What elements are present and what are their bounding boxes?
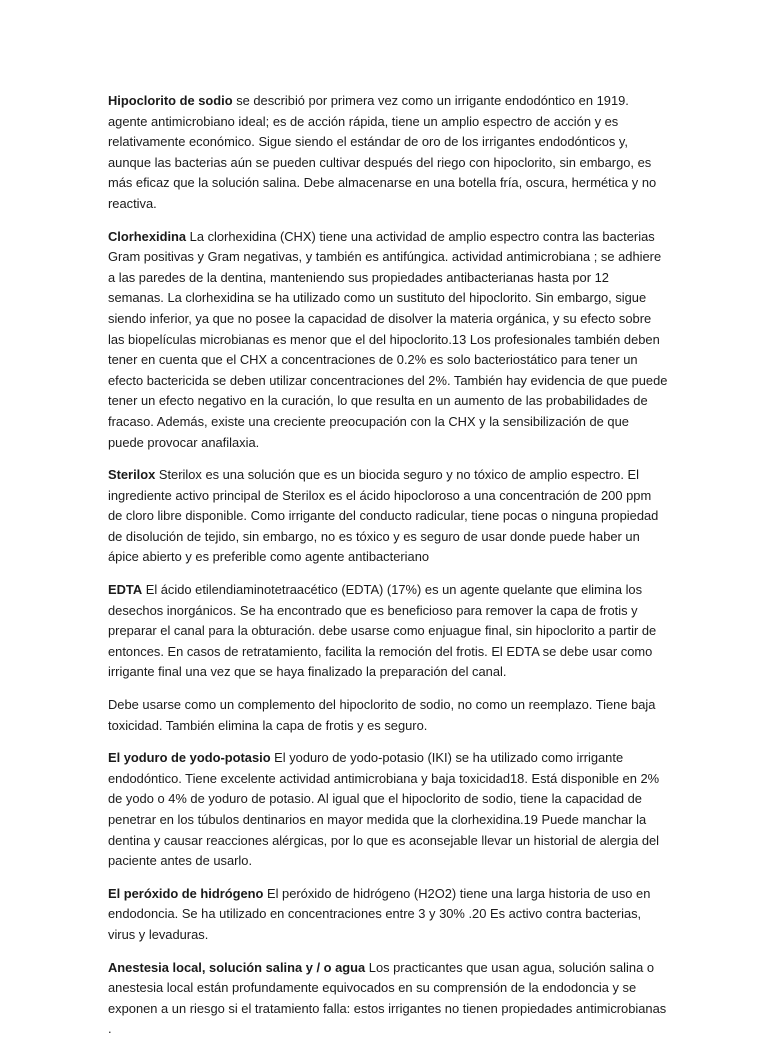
paragraph-text: El peróxido de hidrógeno (H2O2) tiene una larga historia de uso en endodoncia. Se ha utilizado en concentraciones entre 3 y 30% .20 Es activo contra bacterias, virus y levaduras.	[108, 885, 651, 942]
term-heading: Hipoclorito de sodio	[108, 93, 233, 108]
paragraph-text: Sterilox es una solución que es un biocida seguro y no tóxico de amplio espectro. El ingrediente activo principal de Sterilox es el ácido hipocloroso a una concentración de 200 ppm de cloro libre disponible. Como irrigante del conducto radicular, tiene pocas o ninguna propiedad de disolución de tejido, sin embargo, no es tóxico y es seguro de usar donde puede haber un ápice abierto y es preferible como agente antibacteriano	[108, 467, 659, 565]
paragraph-edta-note	[108, 695, 668, 736]
paragraph-peroxido	[108, 884, 668, 946]
term-heading: EDTA	[108, 582, 143, 598]
document-body	[108, 91, 668, 1052]
term-heading: Anestesia local, solución salina y / o agua	[108, 959, 366, 975]
paragraph-yoduro	[108, 748, 668, 872]
paragraph-anestesia	[108, 958, 668, 1040]
paragraph-text: El ácido etilendiaminotetraacético (EDTA) (17%) es un agente quelante que elimina los desechos inorgánicos. Se ha encontrado que es beneficioso para remover la capa de frotis y preparar el canal para la obturación. debe usarse como enjuague final, sin hipoclorito a partir de entonces. En casos de retratamiento, facilita la remoción del frotis. El EDTA se debe usar como irrigante final una vez que se haya finalizado la preparación del canal.	[108, 582, 657, 680]
paragraph-hipoclorito	[108, 91, 668, 215]
term-heading: El yoduro de yodo-potasio	[108, 750, 271, 766]
paragraph-text: Los practicantes que usan agua, solución salina o anestesia local están profundamente equivocados en su comprensión de la endodoncia y se exponen a un riesgo si el tratamiento falla: estos irrigantes no tienen propiedades antimicrobianas .	[108, 959, 667, 1037]
paragraph-text: Debe usarse como un complemento del hipoclorito de sodio, no como un reemplazo. Tiene baja toxicidad. También elimina la capa de frotis y es seguro.	[108, 697, 656, 733]
paragraph-clorhexidina	[108, 227, 668, 454]
term-heading: Clorhexidina	[108, 228, 187, 244]
paragraph-text: El yoduro de yodo-potasio (IKI) se ha utilizado como irrigante endodóntico. Tiene excelente actividad antimicrobiana y baja toxicidad18. Está disponible en 2% de yodo o 4% de yoduro de potasio. Al igual que el hipoclorito de sodio, tiene la capacidad de penetrar en los túbulos dentinarios en mayor medida que la clorhexidina.19 Puede manchar la dentina y causar reacciones alérgicas, por lo que es aconsejable llevar un historial de alergia del paciente antes de usarlo.	[108, 750, 660, 869]
term-heading: El peróxido de hidrógeno	[108, 885, 264, 901]
paragraph-sterilox	[108, 465, 668, 568]
paragraph-text: La clorhexidina (CHX) tiene una actividad de amplio espectro contra las bacterias Gram positivas y Gram negativas, y también es antifúngica. actividad antimicrobiana ; se adhiere a las paredes de la dentina, manteniendo sus propiedades antibacterianas hasta por 12 semanas. La clorhexidina se ha utilizado como un sustituto del hipoclorito. Sin embargo, sigue siendo inferior, ya que no posee la capacidad de disolver la materia orgánica, y su efecto sobre las biopelículas microbianas es menor que el del hipoclorito.13 Los profesionales también deben tener en cuenta que el CHX a concentraciones de 0.2% es solo bacteriostático para tener un efecto bactericida se deben utilizar concentraciones del 2%. También hay evidencia de que puede tener un efecto negativo en la curación, lo que resulta en un aumento de las probabilidades de fracaso. Además, existe una creciente preocupación con la CHX y la sensibilización de que puede provocar anafilaxia.	[108, 228, 668, 450]
paragraph-text: se describió por primera vez como un irrigante endodóntico en 1919. agente antimicrobiano ideal; es de acción rápida, tiene un amplio espectro de acción y es relativamente económico. Sigue siendo el estándar de oro de los irrigantes endodónticos y, aunque las bacterias aún se pueden cultivar después del riego con hipoclorito, sin embargo, es más eficaz que la solución salina. Debe almacenarse en una botella fría, oscura, hermética y no reactiva.	[108, 93, 657, 211]
term-heading: Sterilox	[108, 467, 156, 483]
paragraph-edta	[108, 580, 668, 683]
